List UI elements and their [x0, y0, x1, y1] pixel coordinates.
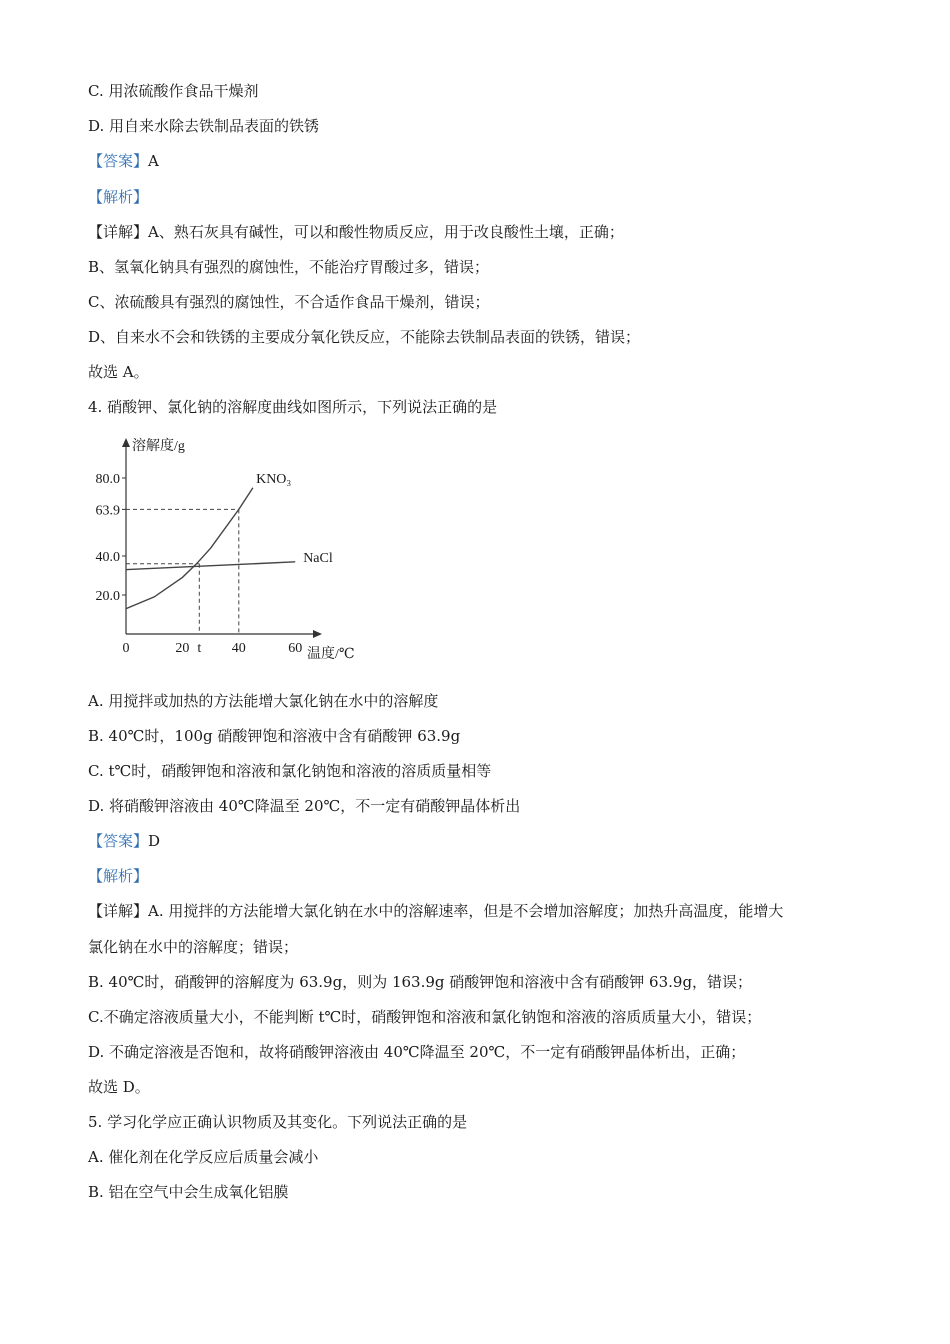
y-tick-label: 80.0 — [95, 472, 120, 487]
line-option-c: C. 用浓硫酸作食品干燥剂 — [88, 82, 259, 100]
x-tick-label: 40 — [231, 641, 246, 656]
kno3-label: KNO₃ — [256, 472, 292, 487]
question-5: 5. 学习化学应正确认识物质及其变化。下列说法正确的是 — [88, 1113, 468, 1131]
answer-line-2: 【答案】D — [88, 832, 161, 850]
nacl-label: NaCl — [303, 550, 333, 566]
q5-option-a: A. 催化剂在化学反应后质量会减小 — [88, 1148, 319, 1166]
x-axis-label: 温度/℃ — [307, 647, 355, 662]
line-option-d: D. 用自来水除去铁制品表面的铁锈 — [88, 117, 320, 135]
detail-line-d: D、自来水不会和铁锈的主要成分氧化铁反应，不能除去铁制品表面的铁锈，错误； — [88, 328, 641, 346]
question-4: 4. 硝酸钾、氯化钠的溶解度曲线如图所示，下列说法正确的是 — [88, 398, 498, 416]
detail2-line-a-cont: 氯化钠在水中的溶解度；错误； — [88, 938, 299, 956]
answer-tag: 【答案】 — [88, 152, 149, 170]
x-tick-label: 60 — [288, 641, 303, 656]
option-c: C. t℃时，硝酸钾饱和溶液和氯化钠饱和溶液的溶质质量相等 — [88, 762, 492, 780]
y-tick-label: 40.0 — [95, 550, 120, 565]
option-a: A. 用搅拌或加热的方法能增大氯化钠在水中的溶解度 — [88, 692, 439, 710]
detail2-line-a: 【详解】A. 用搅拌的方法能增大氯化钠在水中的溶解速率，但是不会增加溶解度；加热升高温度，能增大 — [88, 902, 784, 920]
detail-line-b: B、氢氧化钠具有强烈的腐蚀性，不能治疗胃酸过多，错误； — [88, 258, 490, 276]
analysis-line — [88, 187, 148, 207]
option-d: D. 将硝酸钾溶液由 40℃降温至 20℃，不一定有硝酸钾晶体析出 — [88, 797, 521, 815]
solubility-chart — [86, 430, 386, 668]
detail2-line-b: B. 40℃时，硝酸钾的溶解度为 63.9g，则为 163.9g 硝酸钾饱和溶液中含有硝酸钾 63.9g，错误； — [88, 973, 753, 991]
kno3-curve — [126, 488, 253, 609]
conclusion-line-2: 故选 D。 — [88, 1078, 150, 1096]
y-tick-label: 63.9 — [95, 503, 120, 519]
y-axis-arrow — [122, 438, 130, 447]
q5-option-b: B. 铝在空气中会生成氧化铝膜 — [88, 1183, 289, 1201]
conclusion-line: 故选 A。 — [88, 363, 149, 381]
x-tick-label: 20 — [175, 641, 190, 656]
detail-line-a: 【详解】A、熟石灰具有碱性，可以和酸性物质反应，用于改良酸性土壤，正确； — [88, 223, 624, 241]
answer-tag: 【答案】 — [88, 832, 149, 850]
y-tick-label: 20.0 — [95, 589, 120, 604]
analysis-tag: 【解析】 — [88, 188, 149, 206]
detail-line-c: C、浓硫酸具有强烈的腐蚀性，不合适作食品干燥剂，错误； — [88, 293, 490, 311]
analysis-line-2 — [88, 866, 148, 886]
y-axis-label: 溶解度/g — [132, 439, 185, 454]
answer-line: 【答案】A — [88, 152, 159, 170]
x-axis-arrow — [313, 630, 322, 638]
detail2-line-d: D. 不确定溶液是否饱和，故将硝酸钾溶液由 40℃降温至 20℃，不一定有硝酸钾晶体析出，正确； — [88, 1043, 746, 1061]
nacl-line — [126, 562, 295, 570]
x-tick-label: t — [197, 641, 202, 656]
x-tick-label: 0 — [122, 641, 130, 656]
option-b: B. 40℃时，100g 硝酸钾饱和溶液中含有硝酸钾 63.9g — [88, 727, 461, 745]
detail2-line-c: C.不确定溶液质量大小，不能判断 t℃时，硝酸钾饱和溶液和氯化钠饱和溶液的溶质质量大小，错误； — [88, 1008, 762, 1026]
analysis-tag: 【解析】 — [88, 867, 149, 885]
